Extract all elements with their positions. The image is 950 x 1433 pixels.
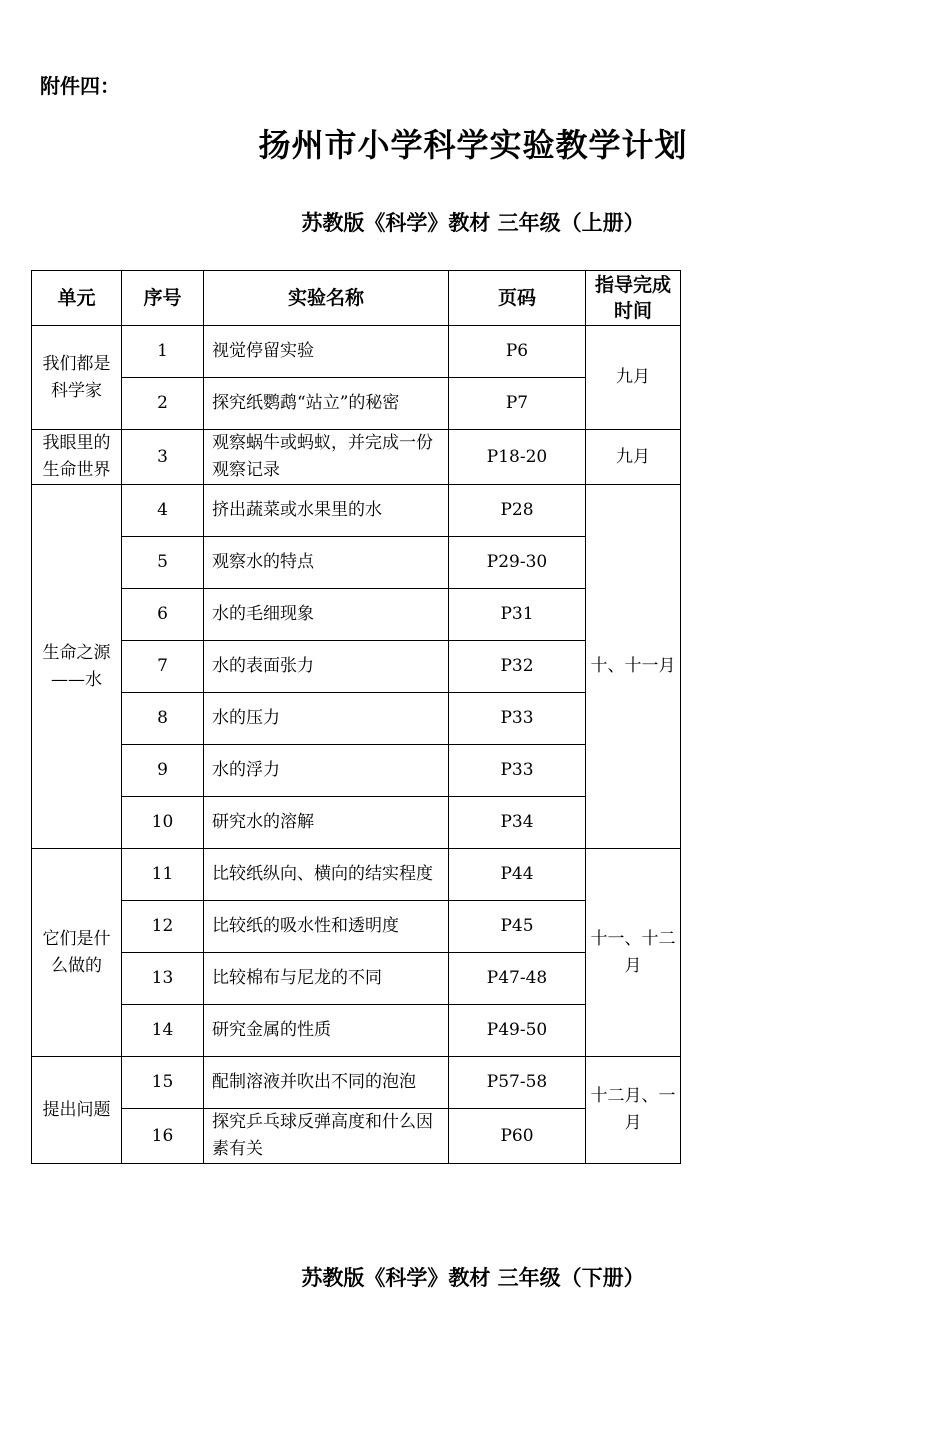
page-cell: P18-20	[449, 430, 586, 485]
header-seq: 序号	[122, 271, 204, 326]
seq-cell: 8	[122, 693, 204, 745]
page-cell: P34	[449, 797, 586, 849]
section-subtitle-lower: 苏教版《科学》教材 三年级（下册）	[301, 1265, 645, 1290]
table-row	[32, 797, 681, 849]
seq-cell: 13	[122, 953, 204, 1005]
header-unit: 单元	[32, 271, 122, 326]
experiment-name-cell: 水的压力	[204, 693, 449, 745]
page-cell: P57-58	[449, 1057, 586, 1109]
page-cell: P28	[449, 485, 586, 537]
experiment-name-cell: 比较纸的吸水性和透明度	[204, 901, 449, 953]
page-cell: P33	[449, 693, 586, 745]
attachment-label: 附件四：	[40, 74, 120, 98]
table-row	[32, 1005, 681, 1057]
page-cell: P32	[449, 641, 586, 693]
table-row	[32, 430, 681, 485]
seq-cell: 4	[122, 485, 204, 537]
header-time: 指导完成时间	[586, 271, 681, 326]
experiment-name-cell: 配制溶液并吹出不同的泡泡	[204, 1057, 449, 1109]
table-row	[32, 589, 681, 641]
page-cell: P60	[449, 1109, 586, 1164]
seq-cell: 3	[122, 430, 204, 485]
seq-cell: 5	[122, 537, 204, 589]
page-cell: P6	[449, 326, 586, 378]
seq-cell: 16	[122, 1109, 204, 1164]
table-row	[32, 641, 681, 693]
table-header-row	[32, 271, 681, 326]
experiment-name-cell: 水的毛细现象	[204, 589, 449, 641]
table-row	[32, 378, 681, 430]
unit-cell: 它们是什么做的	[32, 849, 122, 1057]
time-cell: 十一、十二月	[586, 849, 681, 1057]
seq-cell: 6	[122, 589, 204, 641]
experiment-name-cell: 视觉停留实验	[204, 326, 449, 378]
seq-cell: 10	[122, 797, 204, 849]
header-name: 实验名称	[204, 271, 449, 326]
time-cell: 九月	[586, 326, 681, 430]
unit-cell: 生命之源——水	[32, 485, 122, 849]
table-row	[32, 745, 681, 797]
seq-cell: 1	[122, 326, 204, 378]
table-row	[32, 849, 681, 901]
header-page: 页码	[449, 271, 586, 326]
experiment-name-cell: 挤出蔬菜或水果里的水	[204, 485, 449, 537]
table-row	[32, 485, 681, 537]
experiment-name-cell: 研究水的溶解	[204, 797, 449, 849]
page-cell: P29-30	[449, 537, 586, 589]
page-cell: P31	[449, 589, 586, 641]
table-row	[32, 537, 681, 589]
table-row	[32, 326, 681, 378]
section-subtitle-upper: 苏教版《科学》教材 三年级（上册）	[301, 210, 645, 235]
page-cell: P7	[449, 378, 586, 430]
experiment-name-cell: 观察水的特点	[204, 537, 449, 589]
experiment-name-cell: 水的表面张力	[204, 641, 449, 693]
experiment-name-cell: 研究金属的性质	[204, 1005, 449, 1057]
unit-cell: 我眼里的生命世界	[32, 430, 122, 485]
seq-cell: 7	[122, 641, 204, 693]
page-cell: P44	[449, 849, 586, 901]
page-title: 扬州市小学科学实验教学计划	[258, 126, 688, 164]
unit-cell: 提出问题	[32, 1057, 122, 1164]
table-row	[32, 693, 681, 745]
experiment-name-cell: 比较棉布与尼龙的不同	[204, 953, 449, 1005]
table-row	[32, 1057, 681, 1109]
time-cell: 九月	[586, 430, 681, 485]
experiment-plan-table	[31, 270, 681, 1164]
seq-cell: 12	[122, 901, 204, 953]
table-row	[32, 953, 681, 1005]
experiment-name-cell: 观察蜗牛或蚂蚁，并完成一份观察记录	[204, 430, 449, 485]
experiment-name-cell: 探究乒乓球反弹高度和什么因素有关	[204, 1109, 449, 1164]
page-cell: P49-50	[449, 1005, 586, 1057]
time-cell: 十二月、一月	[586, 1057, 681, 1164]
seq-cell: 14	[122, 1005, 204, 1057]
experiment-name-cell: 比较纸纵向、横向的结实程度	[204, 849, 449, 901]
seq-cell: 9	[122, 745, 204, 797]
unit-cell: 我们都是科学家	[32, 326, 122, 430]
page-cell: P47-48	[449, 953, 586, 1005]
table-row	[32, 901, 681, 953]
seq-cell: 11	[122, 849, 204, 901]
seq-cell: 15	[122, 1057, 204, 1109]
experiment-name-cell: 探究纸鹦鹉“站立”的秘密	[204, 378, 449, 430]
time-cell: 十、十一月	[586, 485, 681, 849]
page-cell: P45	[449, 901, 586, 953]
page-cell: P33	[449, 745, 586, 797]
seq-cell: 2	[122, 378, 204, 430]
table-row	[32, 1109, 681, 1164]
experiment-name-cell: 水的浮力	[204, 745, 449, 797]
